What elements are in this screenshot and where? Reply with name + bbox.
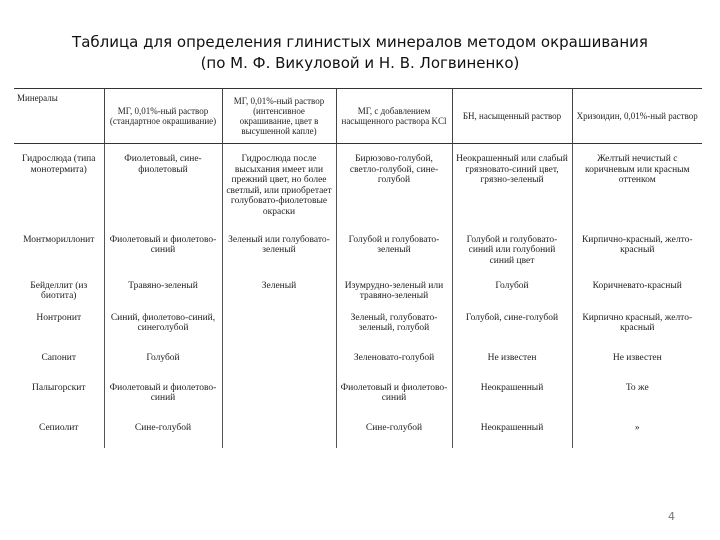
table-cell: Гидрослюда после высыхания имеет или прежний цвет, но более светлый, или приобретает голубовато-фиолетовые окраски — [222, 144, 336, 232]
table-cell: Неокрашенный или слабый грязновато-синий цвет, грязно-зеленый — [452, 144, 572, 232]
table-cell: Зеленовато-голубой — [336, 350, 452, 380]
table-cell: Монтмориллонит — [23, 234, 95, 245]
header-mg-intensive: МГ, 0,01%-ный раствор (интенсивное окрашивание, цвет в высушенной капле) — [222, 89, 336, 144]
table-row — [14, 420, 702, 448]
minerals-table — [14, 88, 702, 448]
table-row — [14, 310, 702, 350]
table-cell: Зеленый, голубовато-зеленый, голубой — [336, 310, 452, 350]
table-cell: Нонтронит — [36, 312, 82, 323]
table-cell — [222, 380, 336, 420]
table-cell: Голубой и голубовато-синий или голубоний синий цвет — [452, 232, 572, 278]
header-mg-kcl: МГ, с добавлением насыщенного раствора KCl — [336, 89, 452, 144]
table-cell: То же — [572, 380, 702, 420]
table-row — [14, 380, 702, 420]
table-cell: Неокрашенный — [452, 420, 572, 448]
table-cell: Сепиолит — [39, 422, 79, 433]
table-cell: Палыгорскит — [31, 382, 86, 393]
table-cell: Сине-голубой — [336, 420, 452, 448]
page-number: 4 — [668, 510, 675, 523]
table-cell: Коричневато-красный — [572, 278, 702, 310]
table-cell: Кирпично красный, желто-красный — [572, 310, 702, 350]
table-cell: Голубой — [452, 278, 572, 310]
table-cell: Фиолетовый и фиолетово-синий — [104, 232, 222, 278]
header-mg-standard: МГ, 0,01%-ный раствор (стандартное окрашивание) — [104, 89, 222, 144]
table-cell: Зеленый или голубовато-зеленый — [222, 232, 336, 278]
table-row — [14, 144, 702, 232]
table-cell — [222, 350, 336, 380]
table-cell: Сапонит — [41, 352, 77, 363]
table-row — [14, 278, 702, 310]
table-cell: Голубой и голубовато-зеленый — [336, 232, 452, 278]
table-row — [14, 232, 702, 278]
table-cell: Зеленый — [222, 278, 336, 310]
table-cell: Фиолетовый и фиолетово-синий — [336, 380, 452, 420]
scanned-table-image — [14, 88, 702, 460]
table-cell: Голубой — [104, 350, 222, 380]
table-cell: Бейделлит (из биотита) — [30, 280, 88, 301]
table-cell: Не известен — [452, 350, 572, 380]
table-cell: » — [572, 420, 702, 448]
header-bn: БН, насыщенный раствор — [452, 89, 572, 144]
slide-title — [0, 32, 720, 74]
table-cell — [222, 310, 336, 350]
table-cell: Травяно-зеленый — [104, 278, 222, 310]
table-cell: Фиолетовый и фиолетово-синий — [104, 380, 222, 420]
table-cell: Кирпично-красный, желто-красный — [572, 232, 702, 278]
table-cell: Неокрашенный — [452, 380, 572, 420]
table-cell: Фиолетовый, сине-фиолетовый — [104, 144, 222, 232]
table-row — [14, 350, 702, 380]
table-header-row — [14, 89, 702, 144]
table-cell: Желтый нечистый с коричневым или красным оттенком — [572, 144, 702, 232]
table-cell: Гидрослюда (типа монотермита) — [22, 154, 96, 175]
title-line-1: Таблица для определения глинистых минералов методом окрашивания — [72, 33, 648, 51]
title-line-2: (по М. Ф. Викуловой и Н. В. Логвиненко) — [200, 54, 520, 72]
header-minerals: Минералы — [14, 89, 104, 144]
table-cell: Не известен — [572, 350, 702, 380]
table-cell: Изумрудно-зеленый или травяно-зеленый — [336, 278, 452, 310]
table-cell: Сине-голубой — [104, 420, 222, 448]
table-cell: Синий, фиолетово-синий, синеголубой — [104, 310, 222, 350]
table-cell — [222, 420, 336, 448]
header-chrysoidine: Хризоидин, 0,01%-ный раствор — [572, 89, 702, 144]
table-cell: Голубой, сине-голубой — [452, 310, 572, 350]
table-cell: Бирюзово-голубой, светло-голубой, сине-голубой — [336, 144, 452, 232]
